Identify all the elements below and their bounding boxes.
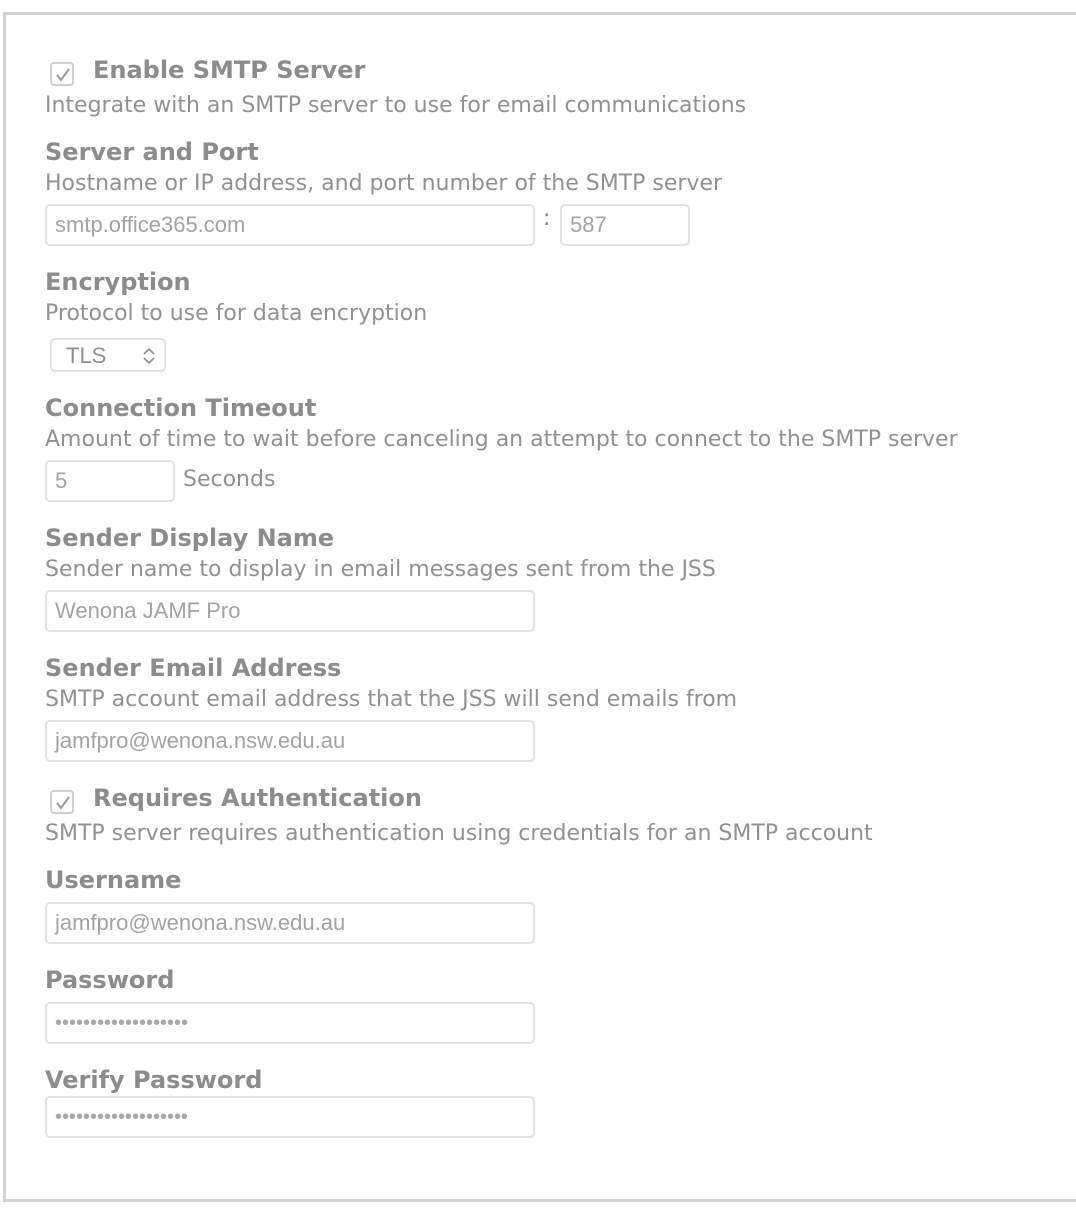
enable-smtp-description: Integrate with an SMTP server to use for email communications: [45, 93, 747, 118]
sender-email-description: SMTP account email address that the JSS will send emails from: [45, 687, 738, 712]
requires-auth-checkbox[interactable]: [50, 790, 74, 814]
sender-name-input[interactable]: Wenona JAMF Pro: [45, 590, 535, 632]
server-port-description: Hostname or IP address, and port number of the SMTP server: [45, 171, 723, 196]
encryption-selected-value: TLS: [66, 343, 107, 368]
requires-auth-label: Requires Authentication: [93, 784, 422, 812]
username-heading: Username: [45, 866, 182, 894]
password-heading: Password: [45, 966, 175, 994]
encryption-description: Protocol to use for data encryption: [45, 301, 428, 326]
checkmark-icon: [55, 796, 71, 810]
port-separator: :: [543, 206, 551, 231]
timeout-unit-label: Seconds: [183, 467, 276, 492]
verify-password-heading: Verify Password: [45, 1066, 263, 1094]
checkmark-icon: [55, 68, 71, 82]
sender-name-description: Sender name to display in email messages sent from the JSS: [45, 557, 716, 582]
password-input[interactable]: •••••••••••••••••••: [45, 1002, 535, 1044]
encryption-heading: Encryption: [45, 268, 191, 296]
timeout-heading: Connection Timeout: [45, 394, 317, 422]
enable-smtp-checkbox[interactable]: [50, 62, 74, 86]
verify-password-input[interactable]: •••••••••••••••••••: [45, 1096, 535, 1138]
server-port-heading: Server and Port: [45, 138, 259, 166]
timeout-input[interactable]: 5: [45, 460, 175, 502]
select-arrows-icon: [142, 346, 156, 366]
sender-email-heading: Sender Email Address: [45, 654, 342, 682]
sender-name-heading: Sender Display Name: [45, 524, 335, 552]
hostname-input[interactable]: smtp.office365.com: [45, 204, 535, 246]
timeout-description: Amount of time to wait before canceling an attempt to connect to the SMTP server: [45, 427, 958, 452]
requires-auth-description: SMTP server requires authentication using credentials for an SMTP account: [45, 821, 873, 846]
enable-smtp-label: Enable SMTP Server: [93, 56, 366, 84]
encryption-select[interactable]: [50, 338, 166, 372]
port-input[interactable]: 587: [560, 204, 690, 246]
username-input[interactable]: jamfpro@wenona.nsw.edu.au: [45, 902, 535, 944]
sender-email-input[interactable]: jamfpro@wenona.nsw.edu.au: [45, 720, 535, 762]
